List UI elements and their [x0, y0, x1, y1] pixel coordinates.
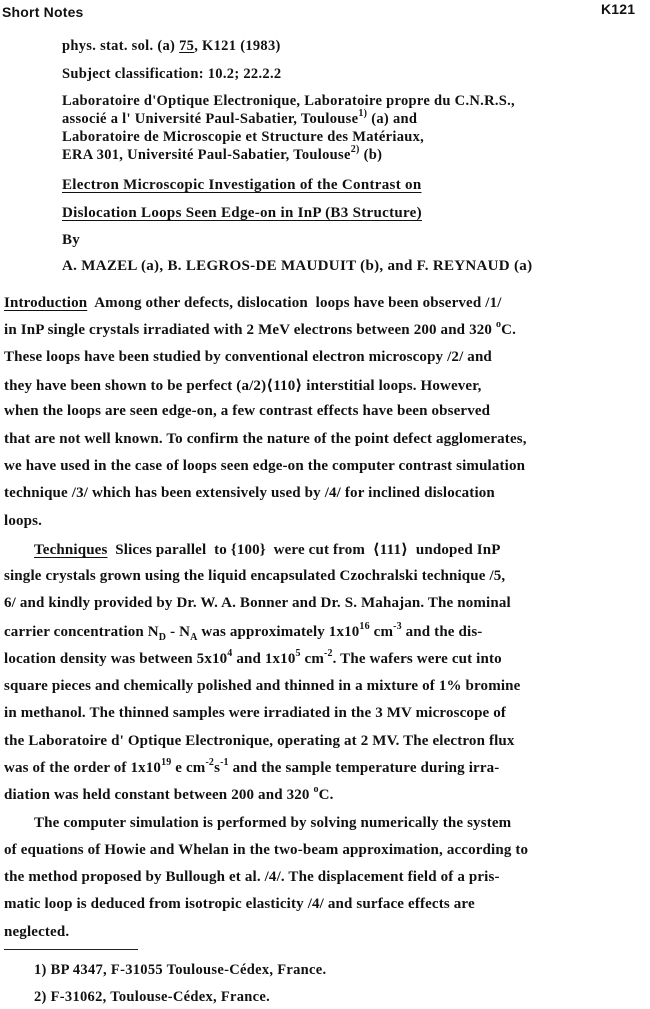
tech-line-1 [34, 540, 501, 559]
sim-line-3: the method proposed by Bullough et al. /4/. The displacement field of a pris- [4, 869, 500, 885]
superscript: -2 [205, 757, 215, 768]
footnote-1: 1) BP 4347, F-31055 Toulouse-Cédex, France. [34, 962, 327, 978]
intro-line-6: that are not well known. To confirm the nature of the point defect agglomerates, [4, 431, 527, 447]
body-text: - N [166, 624, 191, 640]
footnote-marker: 1) [358, 108, 368, 119]
tech-line-7: in methanol. The thinned samples were irradiated in the 3 MV microscope of [4, 705, 507, 721]
body-text: carrier concentration N [4, 624, 159, 640]
affiliation-line-3: Laboratoire de Microscopie et Structure des Matériaux, [62, 129, 425, 145]
pages-year: , K121 (1983) [194, 38, 281, 54]
subscript: D [158, 632, 167, 643]
body-text: and the dis- [401, 624, 483, 640]
intro-line-3: These loops have been studied by conventional electron microscopy /2/ and [4, 349, 492, 365]
body-text: e cm [171, 760, 206, 776]
journal-name: phys. stat. sol. (a) [62, 38, 176, 54]
citation-line [62, 38, 281, 55]
tech-line-2: single crystals grown using the liquid encapsulated Czochralski technique /5, [4, 568, 506, 584]
body-text: C. [501, 322, 516, 338]
body-text: s [214, 760, 221, 776]
superscript: -1 [220, 757, 229, 768]
tech-line-8: the Laboratoire d' Optique Electronique, operating at 2 MV. The electron flux [4, 733, 515, 749]
section-heading-techniques: Techniques [34, 542, 108, 558]
affiliation-text: ERA 301, Université Paul-Sabatier, Toulouse [62, 147, 351, 163]
intro-line-5: when the loops are seen edge-on, a few contrast effects have been observed [4, 403, 491, 419]
tech-line-10 [4, 784, 334, 804]
degree-sup: o [313, 784, 319, 795]
body-text: in InP single crystals irradiated with 2 MeV electrons between 200 and 320 [4, 322, 496, 338]
body-text: cm [369, 624, 394, 640]
body-text: Slices parallel to {100} were cut from ⟨111⟩ undoped InP [107, 542, 501, 558]
section-heading-introduction: Introduction [4, 295, 88, 311]
intro-line-1 [4, 295, 502, 312]
tech-line-6: square pieces and chemically polished and thinned in a mixture of 1% bromine [4, 678, 521, 694]
body-text: diation was held constant between 200 and 320 [4, 787, 314, 803]
intro-line-4: they have been shown to be perfect (a/2)⟨110⟩ interstitial loops. However, [4, 378, 482, 394]
volume-number: 75 [179, 38, 195, 54]
tech-line-5 [4, 648, 502, 668]
body-text: location density was between 5x10 [4, 651, 228, 667]
footnote-2: 2) F-31062, Toulouse-Cédex, France. [34, 989, 271, 1005]
superscript: -2 [324, 648, 333, 659]
affiliation-line-1: Laboratoire d'Optique Electronique, Laboratoire propre du C.N.R.S., [62, 93, 515, 109]
tech-line-3: 6/ and kindly provided by Dr. W. A. Bonner and Dr. S. Mahajan. The nominal [4, 595, 511, 611]
running-header-section: Short Notes [2, 4, 84, 20]
affiliation-text: (a) and [367, 111, 418, 127]
affiliation-text: associé a l' Université Paul-Sabatier, Toulouse [62, 111, 359, 127]
paper-title-line-1: Electron Microscopic Investigation of the Contrast on [62, 177, 422, 193]
superscript: 4 [227, 648, 233, 659]
affiliation-line-2 [62, 108, 418, 128]
intro-line-9: loops. [4, 513, 42, 529]
affiliation-line-4 [62, 144, 383, 164]
sim-line-5: neglected. [4, 924, 70, 940]
body-text: and the sample temperature during irra- [228, 760, 500, 776]
footnote-divider [4, 949, 138, 950]
superscript: 19 [161, 757, 172, 768]
intro-line-7: we have used in the case of loops seen edge-on the computer contrast simulation [4, 458, 526, 474]
by-label: By [62, 232, 81, 248]
superscript: 16 [359, 621, 370, 632]
page-id: K121 [601, 1, 636, 17]
superscript: -3 [393, 621, 402, 632]
tech-line-9 [4, 757, 500, 777]
body-text: . The wafers were cut into [332, 651, 502, 667]
sim-line-4: matic loop is deduced from isotropic elasticity /4/ and surface effects are [4, 896, 475, 912]
body-text: Among other defects, dislocation loops have been observed /1/ [87, 295, 502, 311]
superscript: 5 [295, 648, 301, 659]
sim-line-1: The computer simulation is performed by solving numerically the system [34, 815, 512, 831]
body-text: was approximately 1x10 [197, 624, 360, 640]
body-text: C. [318, 787, 334, 803]
paper-title-line-2: Dislocation Loops Seen Edge-on in InP (B3 Structure) [62, 205, 422, 221]
affiliation-text: (b) [359, 147, 383, 163]
intro-line-8: technique /3/ which has been extensively used by /4/ for inclined dislocation [4, 485, 495, 501]
tech-line-4 [4, 621, 483, 643]
subscript: A [190, 632, 198, 643]
body-text: cm [300, 651, 324, 667]
body-text: was of the order of 1x10 [4, 760, 162, 776]
sim-line-2: of equations of Howie and Whelan in the two-beam approximation, according to [4, 842, 529, 858]
subject-classification: Subject classification: 10.2; 22.2.2 [62, 66, 282, 82]
intro-line-2 [4, 319, 516, 339]
footnote-marker: 2) [350, 144, 360, 155]
body-text: and 1x10 [232, 651, 296, 667]
authors-line: A. MAZEL (a), B. LEGROS-DE MAUDUIT (b), and F. REYNAUD (a) [62, 258, 533, 274]
degree-sup: o [495, 319, 502, 330]
